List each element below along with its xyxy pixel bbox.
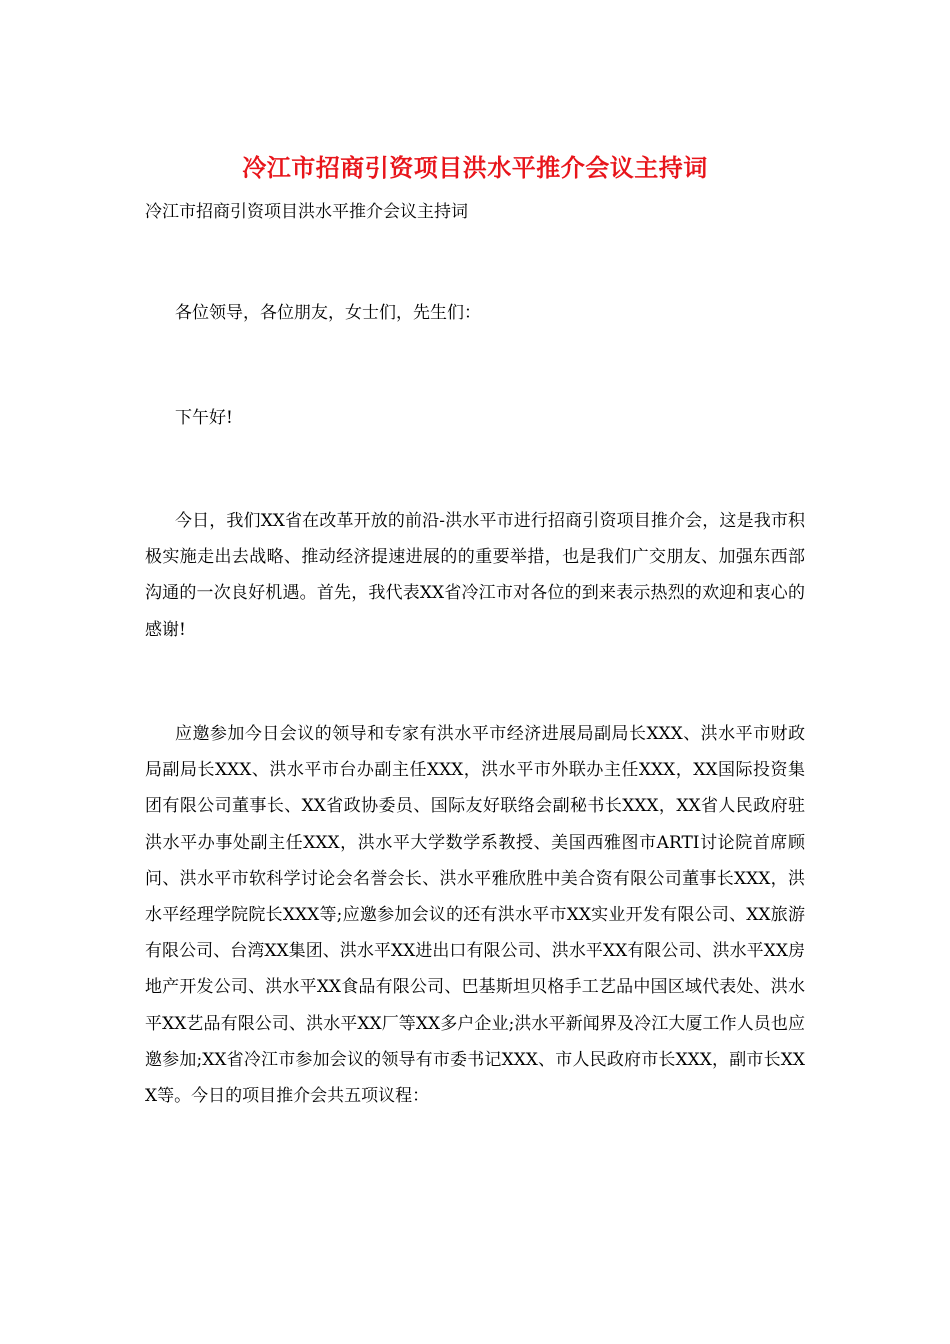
- paragraph-introduction: 今日，我们XX省在改革开放的前沿-洪水平市进行招商引资项目推介会，这是我市积极实施走出去战略、推动经济提速进展的的重要举措，也是我们广交朋友、加强东西部沟通的一次良好机遇。首先，我代表XX省冷江市对各位的到来表示热烈的欢迎和衷心的感谢!: [145, 511, 805, 640]
- paragraph-good-afternoon: 下午好!: [175, 408, 233, 428]
- paragraph-guest-list: 应邀参加今日会议的领导和专家有洪水平市经济进展局副局长XXX、洪水平市财政局副局长XXX、洪水平市台办副主任XXX，洪水平市外联办主任XXX，XX国际投资集团有限公司董事长、XX省政协委员、国际友好联络会副秘书长XXX，XX省人民政府驻洪水平办事处副主任XXX，洪水平大学数学系教授、美国西雅图市ARTI讨论院首席顾问、洪水平市软科学讨论会名誉会长、洪水平雅欣胜中美合资有限公司董事长XXX，洪水平经理学院院长XXX等;应邀参加会议的还有洪水平市XX实业开发有限公司、XX旅游有限公司、台湾XX集团、洪水平XX进出口有限公司、洪水平XX有限公司、洪水平XX房地产开发公司、洪水平XX食品有限公司、巴基斯坦贝格手工艺品中国区域代表处、洪水平XX艺品有限公司、洪水平XX厂等XX多户企业;洪水平新闻界及冷江大厦工作人员也应邀参加;XX省冷江市参加会议的领导有市委书记XXX、市人民政府市长XXX，副市长XXX等。今日的项目推介会共五项议程：: [145, 724, 805, 1107]
- document-title: 冷江市招商引资项目洪水平推介会议主持词: [242, 153, 708, 182]
- paragraph-greeting: 各位领导，各位朋友，女士们，先生们：: [175, 303, 481, 323]
- document-subtitle: 冷江市招商引资项目洪水平推介会议主持词: [145, 202, 468, 222]
